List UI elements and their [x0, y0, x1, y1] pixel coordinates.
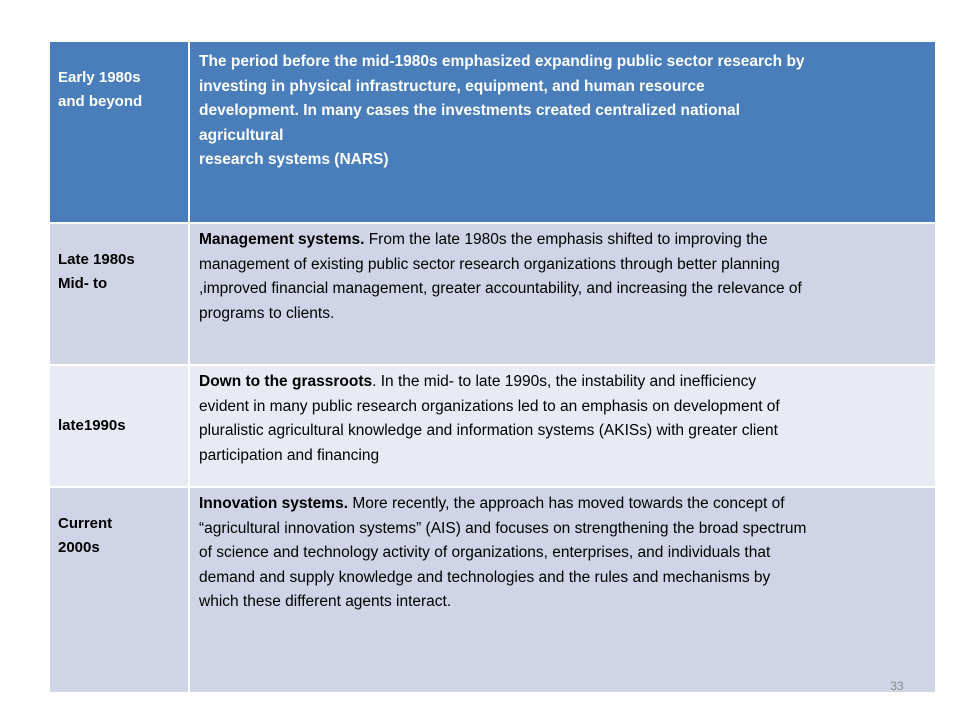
description-line: which these different agents interact.	[199, 593, 452, 610]
period-line: Late 1980s	[58, 251, 135, 268]
period-cell	[49, 41, 189, 223]
period-line: late1990s	[58, 417, 126, 434]
description-line: evident in many public research organizations led to an emphasis on development of	[199, 397, 780, 415]
description-line: management of existing public sector research organizations through better planning	[199, 255, 780, 273]
description-cell	[189, 487, 936, 693]
description-line: research systems (NARS)	[199, 151, 389, 168]
description-line: agricultural	[199, 126, 284, 144]
description-cell	[189, 365, 936, 487]
description-line: . In the mid- to late 1990s, the instability and inefficiency	[372, 373, 757, 390]
table-row-current-2000s	[49, 487, 936, 693]
description-lead: Down to the grassroots	[199, 373, 373, 390]
description-cell	[189, 223, 936, 365]
period-line: Mid- to	[58, 275, 108, 292]
period-line: Current	[58, 515, 113, 532]
table-row-late-1980s	[49, 223, 936, 365]
description-line: ,improved financial management, greater accountability, and increasing the relevance of	[199, 280, 802, 297]
description-line: More recently, the approach has moved towards the concept of	[348, 495, 785, 512]
description-line: programs to clients.	[199, 304, 335, 322]
description-lead: Innovation systems.	[199, 495, 349, 512]
description-line: “agricultural innovation systems” (AIS) and focuses on strengthening the broad spectrum	[199, 519, 807, 537]
period-cell	[49, 223, 189, 365]
period-line: and beyond	[58, 93, 143, 110]
description-line: pluralistic agricultural knowledge and information systems (AKISs) with greater client	[199, 422, 778, 439]
description-line: The period before the mid-1980s emphasized expanding public sector research by	[199, 53, 805, 70]
description-lead: Management systems.	[199, 231, 365, 248]
description-line: of science and technology activity of organizations, enterprises, and individuals that	[199, 544, 771, 561]
period-cell	[49, 487, 189, 693]
table-row-early-1980s	[49, 41, 936, 223]
description-line: participation and financing	[199, 446, 380, 464]
page-number: 33	[890, 679, 904, 693]
description-line: investing in physical infrastructure, equipment, and human resource	[199, 77, 705, 95]
period-line: Early 1980s	[58, 69, 141, 86]
timeline-table	[48, 40, 937, 694]
period-line: 2000s	[58, 539, 100, 556]
description-line: From the late 1980s the emphasis shifted to improving the	[364, 231, 768, 248]
description-cell	[189, 41, 936, 223]
table-row-late-1990s	[49, 365, 936, 487]
period-cell	[49, 365, 189, 487]
description-line: demand and supply knowledge and technologies and the rules and mechanisms by	[199, 568, 771, 586]
description-line: development. In many cases the investments created centralized national	[199, 102, 740, 119]
